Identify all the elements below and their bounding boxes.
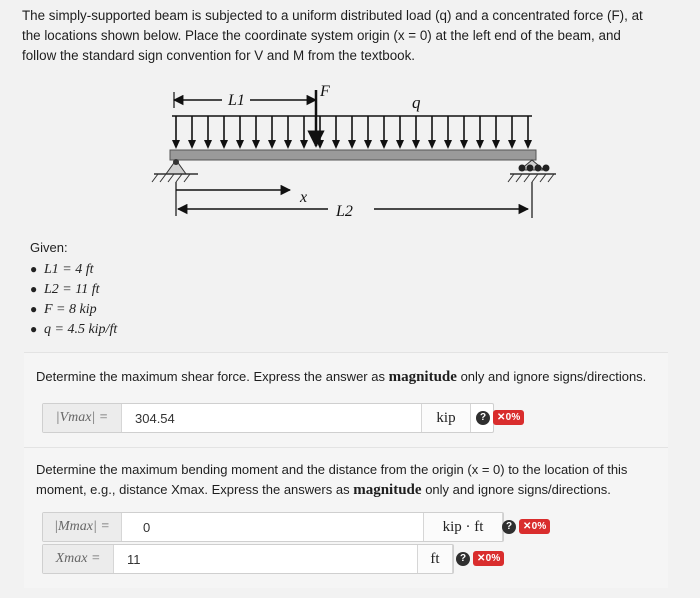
vmax-status <box>476 410 524 425</box>
load-arrow-head <box>380 140 388 149</box>
xmax-answer-row <box>42 544 454 574</box>
question-2-panel <box>24 447 668 588</box>
given-title: Given: <box>30 240 68 255</box>
question-1-panel <box>24 352 668 448</box>
xmax-input[interactable]: 11 <box>127 551 141 567</box>
load-arrow-head <box>492 140 500 149</box>
score-badge: ✕0% <box>473 551 504 566</box>
score-badge: ✕0% <box>493 410 524 425</box>
load-label: q <box>412 93 421 112</box>
l2-label: L2 <box>336 203 353 220</box>
load-arrow-head <box>284 140 292 149</box>
given-item: ● L2 = 11 ft <box>30 282 100 297</box>
x-label: x <box>300 189 308 206</box>
pin-support <box>152 159 198 182</box>
load-arrow-head <box>508 140 516 149</box>
mmax-unit: kip · ft <box>423 513 503 541</box>
mmax-label: |Mmax| = <box>43 513 122 541</box>
load-arrow-head <box>396 140 404 149</box>
xmax-unit: ft <box>417 545 453 573</box>
mmax-input[interactable]: 0 <box>143 519 151 535</box>
xmax-label: Xmax = <box>43 545 114 573</box>
load-arrow-head <box>332 140 340 149</box>
given-item: ● L1 = 4 ft <box>30 262 94 277</box>
load-arrow-head <box>348 140 356 149</box>
magnitude-emphasis: magnitude <box>388 369 457 385</box>
given-list <box>30 258 117 338</box>
vmax-label: |Vmax| = <box>43 404 122 432</box>
magnitude-emphasis: magnitude <box>353 482 422 498</box>
load-arrow-head <box>524 140 532 149</box>
score-badge: ✕0% <box>519 519 550 534</box>
roller-support <box>508 160 556 182</box>
load-arrow-head <box>444 140 452 149</box>
help-icon[interactable]: ? <box>456 552 470 566</box>
mmax-status <box>502 519 550 534</box>
load-arrow-head <box>252 140 260 149</box>
load-arrow-head <box>236 140 244 149</box>
load-arrow-head <box>412 140 420 149</box>
problem-line-2: the locations shown below. Place the coordinate system origin (x = 0) at the left end of the beam, and <box>22 28 621 43</box>
problem-line-3: follow the standard sign convention for V and M from the textbook. <box>22 48 416 63</box>
problem-line-1: The simply-supported beam is subjected to a uniform distributed load (q) and a concentrated force (F), at <box>22 8 643 23</box>
given-item: ● q = 4.5 kip/ft <box>30 322 118 337</box>
l1-label: L1 <box>228 92 245 109</box>
load-arrow-head <box>220 140 228 149</box>
load-arrow-head <box>188 140 196 149</box>
help-icon[interactable]: ? <box>502 520 516 534</box>
beam-figure <box>0 78 700 228</box>
mmax-answer-row <box>42 512 504 542</box>
load-arrow-head <box>268 140 276 149</box>
vmax-unit: kip <box>421 404 471 432</box>
distributed-load-arrows <box>172 116 532 149</box>
xmax-status <box>456 551 504 566</box>
load-arrow-head <box>364 140 372 149</box>
problem-statement <box>22 6 682 66</box>
load-arrow-head <box>460 140 468 149</box>
vmax-answer-row <box>42 403 494 433</box>
load-arrow-head <box>428 140 436 149</box>
given-item: ● F = 8 kip <box>30 302 97 317</box>
help-icon[interactable]: ? <box>476 411 490 425</box>
load-arrow-head <box>172 140 180 149</box>
question-1-prompt: Determine the maximum shear force. Express the answer as magnitude only and ignore signs/directions. <box>36 369 647 385</box>
load-arrow-head <box>476 140 484 149</box>
load-arrow-head <box>204 140 212 149</box>
force-label: F <box>320 83 330 100</box>
beam <box>170 150 536 160</box>
vmax-input[interactable]: 304.54 <box>135 410 175 426</box>
load-arrow-head <box>300 140 308 149</box>
question-2-prompt: Determine the maximum bending moment and the distance from the origin (x = 0) to the location of this moment, e.g., distance Xmax. Express the answers as magnitude only and ignore signs/directions. <box>36 462 628 498</box>
